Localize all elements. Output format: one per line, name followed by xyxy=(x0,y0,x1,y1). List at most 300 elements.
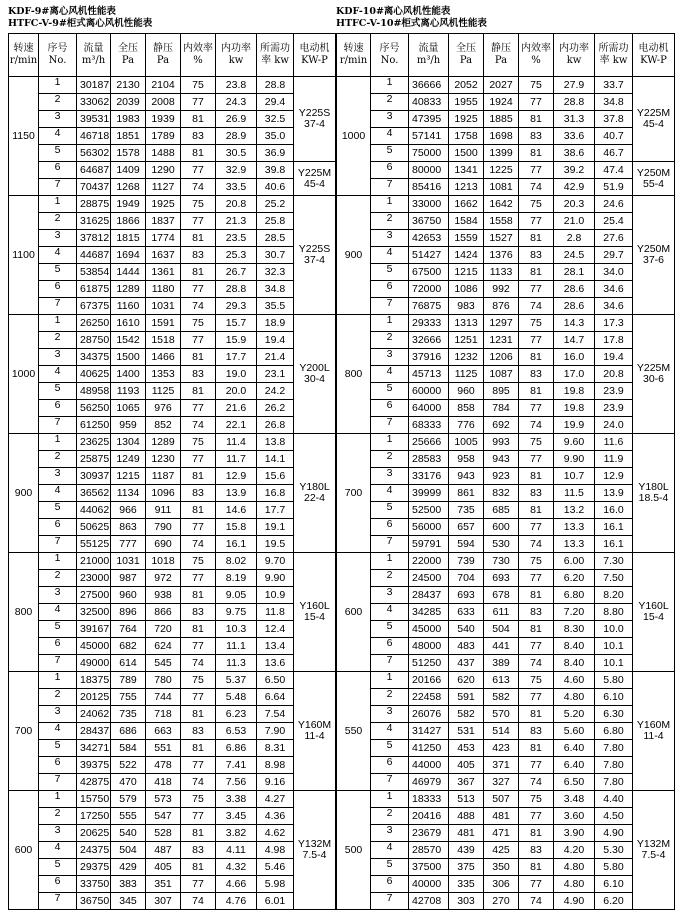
value-cell: 7.20 xyxy=(554,604,595,621)
value-cell: 1584 xyxy=(449,213,484,230)
value-cell: 832 xyxy=(484,485,519,502)
value-cell: 81 xyxy=(519,230,554,247)
speed-cell: 700 xyxy=(9,672,39,791)
value-cell: 938 xyxy=(146,587,181,604)
sequence-cell: 6 xyxy=(39,400,77,417)
value-cell: 51.9 xyxy=(595,179,633,196)
table-row xyxy=(337,723,675,740)
table-row xyxy=(9,468,336,485)
value-cell: 39999 xyxy=(409,485,449,502)
sequence-cell: 1 xyxy=(39,315,77,332)
value-cell: 45000 xyxy=(77,638,111,655)
value-cell: 6.01 xyxy=(257,893,294,910)
value-cell: 77 xyxy=(519,94,554,111)
value-cell: 20125 xyxy=(77,689,111,706)
value-cell: 1313 xyxy=(449,315,484,332)
value-cell: 23679 xyxy=(409,825,449,842)
value-cell: 42653 xyxy=(409,230,449,247)
sequence-cell: 3 xyxy=(39,825,77,842)
sequence-cell: 3 xyxy=(371,230,409,247)
value-cell: 32.9 xyxy=(216,162,257,179)
value-cell: 1289 xyxy=(111,281,146,298)
value-cell: 4.98 xyxy=(257,842,294,859)
speed-cell: 700 xyxy=(337,434,371,553)
table-row xyxy=(337,179,675,196)
value-cell: 20.8 xyxy=(595,366,633,383)
value-cell: 8.20 xyxy=(595,587,633,604)
value-cell: 31625 xyxy=(77,213,111,230)
value-cell: 74 xyxy=(519,417,554,434)
value-cell: 693 xyxy=(484,570,519,587)
value-cell: 993 xyxy=(484,434,519,451)
value-cell: 12.9 xyxy=(595,468,633,485)
value-cell: 1774 xyxy=(146,230,181,247)
value-cell: 17.3 xyxy=(595,315,633,332)
value-cell: 81 xyxy=(181,111,216,128)
value-cell: 1885 xyxy=(484,111,519,128)
value-cell: 28583 xyxy=(409,451,449,468)
value-cell: 481 xyxy=(449,825,484,842)
table-row xyxy=(337,740,675,757)
column-header: 电动机 KW-P xyxy=(294,34,336,77)
value-cell: 4.80 xyxy=(554,859,595,876)
value-cell: 37500 xyxy=(409,859,449,876)
value-cell: 4.50 xyxy=(595,808,633,825)
table-row xyxy=(337,757,675,774)
sequence-cell: 4 xyxy=(39,604,77,621)
value-cell: 77 xyxy=(181,332,216,349)
value-cell: 1500 xyxy=(111,349,146,366)
value-cell: 74 xyxy=(519,774,554,791)
column-header: 转速 r/min xyxy=(9,34,39,77)
table-row xyxy=(9,621,336,638)
table-row xyxy=(9,145,336,162)
value-cell: 64687 xyxy=(77,162,111,179)
value-cell: 15.6 xyxy=(257,468,294,485)
value-cell: 74 xyxy=(519,655,554,672)
sequence-cell: 7 xyxy=(39,417,77,434)
value-cell: 20.3 xyxy=(554,196,595,213)
sequence-cell: 7 xyxy=(371,417,409,434)
table-row xyxy=(9,383,336,400)
table-row xyxy=(9,264,336,281)
value-cell: 49000 xyxy=(77,655,111,672)
value-cell: 83 xyxy=(181,723,216,740)
value-cell: 9.90 xyxy=(554,451,595,468)
value-cell: 483 xyxy=(449,638,484,655)
table-row xyxy=(337,587,675,604)
sequence-cell: 2 xyxy=(371,94,409,111)
sequence-cell: 6 xyxy=(371,162,409,179)
value-cell: 545 xyxy=(146,655,181,672)
sequence-cell: 4 xyxy=(39,723,77,740)
value-cell: 555 xyxy=(111,808,146,825)
value-cell: 15750 xyxy=(77,791,111,808)
value-cell: 37916 xyxy=(409,349,449,366)
table-row xyxy=(337,332,675,349)
value-cell: 1939 xyxy=(146,111,181,128)
value-cell: 67375 xyxy=(77,298,111,315)
value-cell: 1230 xyxy=(146,451,181,468)
sequence-cell: 3 xyxy=(39,706,77,723)
value-cell: 44062 xyxy=(77,502,111,519)
value-cell: 345 xyxy=(111,893,146,910)
value-cell: 1133 xyxy=(484,264,519,281)
value-cell: 24062 xyxy=(77,706,111,723)
value-cell: 7.41 xyxy=(216,757,257,774)
value-cell: 530 xyxy=(484,536,519,553)
value-cell: 39375 xyxy=(77,757,111,774)
value-cell: 6.30 xyxy=(595,706,633,723)
table-row xyxy=(337,536,675,553)
value-cell: 35.5 xyxy=(257,298,294,315)
value-cell: 29333 xyxy=(409,315,449,332)
value-cell: 8.31 xyxy=(257,740,294,757)
sequence-cell: 2 xyxy=(371,689,409,706)
value-cell: 74 xyxy=(519,536,554,553)
value-cell: 44000 xyxy=(409,757,449,774)
column-header: 所需功率 kw xyxy=(595,34,633,77)
table-row xyxy=(9,400,336,417)
kdf10-performance-table xyxy=(336,33,675,910)
value-cell: 81 xyxy=(181,264,216,281)
value-cell: 32.5 xyxy=(257,111,294,128)
value-cell: 13.2 xyxy=(554,502,595,519)
sequence-cell: 6 xyxy=(371,876,409,893)
value-cell: 1662 xyxy=(449,196,484,213)
kdf9-performance-table xyxy=(8,33,336,910)
column-header: 内效率 % xyxy=(519,34,554,77)
sequence-cell: 6 xyxy=(371,400,409,417)
value-cell: 28437 xyxy=(409,587,449,604)
value-cell: 1232 xyxy=(449,349,484,366)
table-row xyxy=(337,859,675,876)
value-cell: 1409 xyxy=(111,162,146,179)
sequence-cell: 7 xyxy=(371,298,409,315)
sequence-cell: 2 xyxy=(371,808,409,825)
value-cell: 19.4 xyxy=(595,349,633,366)
value-cell: 68333 xyxy=(409,417,449,434)
value-cell: 77 xyxy=(181,638,216,655)
table-row xyxy=(337,230,675,247)
value-cell: 25.8 xyxy=(257,213,294,230)
sequence-cell: 4 xyxy=(39,842,77,859)
sequence-cell: 4 xyxy=(371,485,409,502)
value-cell: 6.10 xyxy=(595,689,633,706)
value-cell: 10.3 xyxy=(216,621,257,638)
table-row xyxy=(337,383,675,400)
value-cell: 21.0 xyxy=(554,213,595,230)
value-cell: 85416 xyxy=(409,179,449,196)
value-cell: 23625 xyxy=(77,434,111,451)
value-cell: 6.50 xyxy=(554,774,595,791)
speed-cell: 1000 xyxy=(9,315,39,434)
value-cell: 1758 xyxy=(449,128,484,145)
sequence-cell: 7 xyxy=(371,655,409,672)
value-cell: 570 xyxy=(484,706,519,723)
table-row xyxy=(9,876,336,893)
value-cell: 28.5 xyxy=(257,230,294,247)
value-cell: 1642 xyxy=(484,196,519,213)
table-row xyxy=(9,111,336,128)
table-header-row xyxy=(337,34,675,77)
value-cell: 25.3 xyxy=(216,247,257,264)
sequence-cell: 1 xyxy=(371,315,409,332)
value-cell: 67500 xyxy=(409,264,449,281)
value-cell: 11.7 xyxy=(216,451,257,468)
value-cell: 425 xyxy=(484,842,519,859)
value-cell: 1866 xyxy=(111,213,146,230)
value-cell: 1376 xyxy=(484,247,519,264)
value-cell: 74 xyxy=(181,536,216,553)
table-row xyxy=(337,842,675,859)
table-row xyxy=(337,638,675,655)
table-row xyxy=(9,485,336,502)
value-cell: 24.6 xyxy=(595,196,633,213)
value-cell: 17.0 xyxy=(554,366,595,383)
value-cell: 77 xyxy=(519,213,554,230)
sequence-cell: 3 xyxy=(39,468,77,485)
table-row xyxy=(337,553,675,570)
value-cell: 36666 xyxy=(409,77,449,94)
value-cell: 987 xyxy=(111,570,146,587)
table-row xyxy=(337,111,675,128)
table-row xyxy=(9,179,336,196)
value-cell: 60000 xyxy=(409,383,449,400)
value-cell: 19.9 xyxy=(554,417,595,434)
value-cell: 704 xyxy=(449,570,484,587)
value-cell: 75 xyxy=(519,672,554,689)
sequence-cell: 2 xyxy=(39,213,77,230)
value-cell: 16.1 xyxy=(595,519,633,536)
value-cell: 24.0 xyxy=(595,417,633,434)
sequence-cell: 2 xyxy=(39,332,77,349)
table-row xyxy=(9,519,336,536)
table-row xyxy=(9,128,336,145)
value-cell: 81 xyxy=(181,349,216,366)
value-cell: 790 xyxy=(146,519,181,536)
value-cell: 34375 xyxy=(77,349,111,366)
value-cell: 77 xyxy=(181,94,216,111)
value-cell: 83 xyxy=(181,604,216,621)
value-cell: 26.2 xyxy=(257,400,294,417)
value-cell: 33062 xyxy=(77,94,111,111)
value-cell: 81 xyxy=(519,740,554,757)
value-cell: 4.20 xyxy=(554,842,595,859)
value-cell: 350 xyxy=(484,859,519,876)
value-cell: 439 xyxy=(449,842,484,859)
value-cell: 620 xyxy=(449,672,484,689)
table-row xyxy=(9,689,336,706)
value-cell: 2052 xyxy=(449,77,484,94)
value-cell: 12.9 xyxy=(216,468,257,485)
sequence-cell: 5 xyxy=(39,145,77,162)
table-row xyxy=(9,281,336,298)
value-cell: 75 xyxy=(519,434,554,451)
sequence-cell: 5 xyxy=(371,383,409,400)
table-row xyxy=(9,247,336,264)
value-cell: 83 xyxy=(519,366,554,383)
value-cell: 83 xyxy=(181,247,216,264)
value-cell: 14.3 xyxy=(554,315,595,332)
column-header: 全压 Pa xyxy=(111,34,146,77)
sequence-cell: 7 xyxy=(39,536,77,553)
value-cell: 20166 xyxy=(409,672,449,689)
table-row xyxy=(9,502,336,519)
column-header: 电动机 KW-P xyxy=(633,34,675,77)
value-cell: 27.6 xyxy=(595,230,633,247)
sequence-cell: 4 xyxy=(39,128,77,145)
value-cell: 976 xyxy=(146,400,181,417)
sequence-cell: 6 xyxy=(371,281,409,298)
value-cell: 1268 xyxy=(111,179,146,196)
sequence-cell: 6 xyxy=(39,519,77,536)
value-cell: 81 xyxy=(519,706,554,723)
value-cell: 10.7 xyxy=(554,468,595,485)
value-cell: 943 xyxy=(484,451,519,468)
value-cell: 8.98 xyxy=(257,757,294,774)
value-cell: 81 xyxy=(181,706,216,723)
value-cell: 1591 xyxy=(146,315,181,332)
value-cell: 23.9 xyxy=(595,383,633,400)
sequence-cell: 1 xyxy=(39,196,77,213)
sequence-cell: 7 xyxy=(39,893,77,910)
sequence-cell: 7 xyxy=(39,298,77,315)
sequence-cell: 4 xyxy=(39,247,77,264)
value-cell: 28570 xyxy=(409,842,449,859)
value-cell: 685 xyxy=(484,502,519,519)
value-cell: 77 xyxy=(519,638,554,655)
value-cell: 28.8 xyxy=(216,281,257,298)
value-cell: 75 xyxy=(519,791,554,808)
column-header: 静压 Pa xyxy=(484,34,519,77)
sequence-cell: 1 xyxy=(371,196,409,213)
value-cell: 735 xyxy=(449,502,484,519)
sequence-cell: 6 xyxy=(371,638,409,655)
value-cell: 755 xyxy=(111,689,146,706)
value-cell: 2.8 xyxy=(554,230,595,247)
value-cell: 1610 xyxy=(111,315,146,332)
value-cell: 33176 xyxy=(409,468,449,485)
speed-cell: 800 xyxy=(9,553,39,672)
value-cell: 31427 xyxy=(409,723,449,740)
value-cell: 270 xyxy=(484,893,519,910)
value-cell: 24.2 xyxy=(257,383,294,400)
value-cell: 943 xyxy=(449,468,484,485)
speed-cell: 500 xyxy=(337,791,371,910)
value-cell: 513 xyxy=(449,791,484,808)
value-cell: 28.1 xyxy=(554,264,595,281)
table-row xyxy=(9,230,336,247)
value-cell: 83 xyxy=(181,842,216,859)
value-cell: 20.0 xyxy=(216,383,257,400)
value-cell: 83 xyxy=(519,128,554,145)
value-cell: 74 xyxy=(519,179,554,196)
value-cell: 6.50 xyxy=(257,672,294,689)
value-cell: 81 xyxy=(181,859,216,876)
value-cell: 7.80 xyxy=(595,757,633,774)
value-cell: 27.9 xyxy=(554,77,595,94)
value-cell: 8.30 xyxy=(554,621,595,638)
value-cell: 74 xyxy=(181,893,216,910)
value-cell: 8.40 xyxy=(554,638,595,655)
speed-cell: 1000 xyxy=(337,77,371,196)
sequence-cell: 4 xyxy=(371,366,409,383)
value-cell: 30937 xyxy=(77,468,111,485)
value-cell: 1500 xyxy=(449,145,484,162)
value-cell: 77 xyxy=(181,451,216,468)
motor-cell: Y180L 22-4 xyxy=(294,434,336,553)
value-cell: 23.1 xyxy=(257,366,294,383)
motor-cell: Y225S 37-4 xyxy=(294,196,336,315)
value-cell: 2027 xyxy=(484,77,519,94)
sequence-cell: 2 xyxy=(371,332,409,349)
value-cell: 1096 xyxy=(146,485,181,502)
table-row xyxy=(9,723,336,740)
value-cell: 8.19 xyxy=(216,570,257,587)
value-cell: 30.5 xyxy=(216,145,257,162)
value-cell: 75 xyxy=(181,196,216,213)
table-row xyxy=(9,638,336,655)
value-cell: 663 xyxy=(146,723,181,740)
value-cell: 4.76 xyxy=(216,893,257,910)
value-cell: 14.6 xyxy=(216,502,257,519)
value-cell: 504 xyxy=(111,842,146,859)
value-cell: 1215 xyxy=(449,264,484,281)
sequence-cell: 5 xyxy=(371,145,409,162)
value-cell: 1424 xyxy=(449,247,484,264)
value-cell: 6.23 xyxy=(216,706,257,723)
value-cell: 24.3 xyxy=(216,94,257,111)
value-cell: 17.7 xyxy=(257,502,294,519)
value-cell: 83 xyxy=(181,485,216,502)
sequence-cell: 1 xyxy=(39,791,77,808)
value-cell: 1466 xyxy=(146,349,181,366)
value-cell: 24500 xyxy=(409,570,449,587)
value-cell: 1518 xyxy=(146,332,181,349)
value-cell: 22458 xyxy=(409,689,449,706)
value-cell: 1125 xyxy=(449,366,484,383)
value-cell: 10.1 xyxy=(595,655,633,672)
sequence-cell: 6 xyxy=(39,281,77,298)
value-cell: 21000 xyxy=(77,553,111,570)
value-cell: 77 xyxy=(181,162,216,179)
value-cell: 7.56 xyxy=(216,774,257,791)
value-cell: 18375 xyxy=(77,672,111,689)
htfc9-title: HTFC-V-9#柜式离心风机性能表 xyxy=(8,18,153,29)
value-cell: 42708 xyxy=(409,893,449,910)
table-row xyxy=(337,655,675,672)
value-cell: 3.45 xyxy=(216,808,257,825)
table-row xyxy=(337,468,675,485)
value-cell: 777 xyxy=(111,536,146,553)
value-cell: 405 xyxy=(146,859,181,876)
value-cell: 303 xyxy=(449,893,484,910)
value-cell: 1160 xyxy=(111,298,146,315)
value-cell: 507 xyxy=(484,791,519,808)
value-cell: 1851 xyxy=(111,128,146,145)
value-cell: 29.3 xyxy=(216,298,257,315)
value-cell: 5.98 xyxy=(257,876,294,893)
value-cell: 77 xyxy=(181,213,216,230)
value-cell: 718 xyxy=(146,706,181,723)
value-cell: 61875 xyxy=(77,281,111,298)
table-row xyxy=(337,621,675,638)
value-cell: 3.90 xyxy=(554,825,595,842)
value-cell: 20625 xyxy=(77,825,111,842)
table-row xyxy=(9,774,336,791)
value-cell: 764 xyxy=(111,621,146,638)
